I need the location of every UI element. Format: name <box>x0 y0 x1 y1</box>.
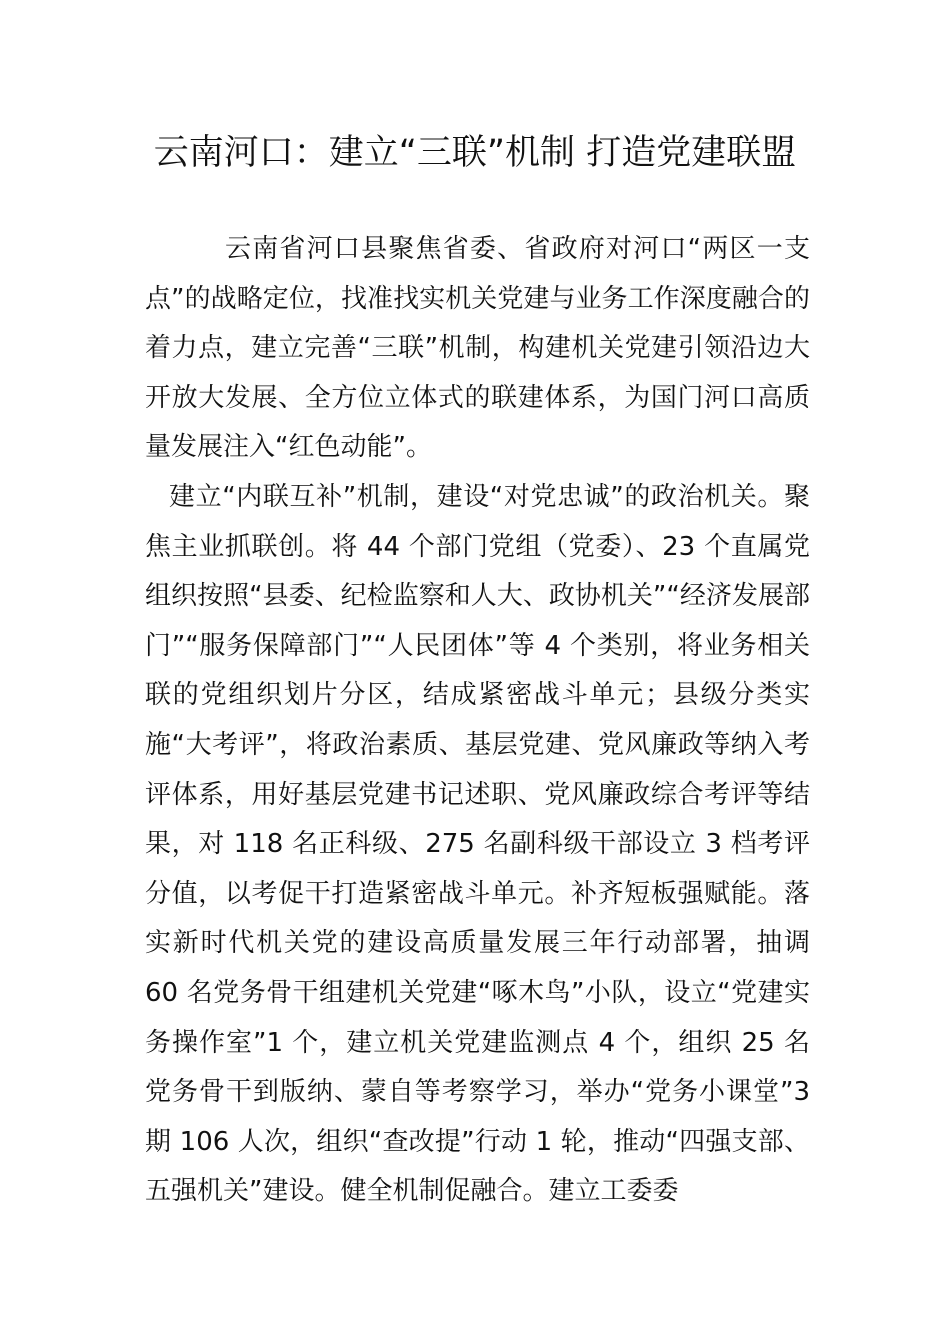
document-body <box>145 225 810 1217</box>
paragraph-inner-linkage: 建立“内联互补”机制，建设“对党忠诚”的政治机关。聚焦主业抓联创。将 44 个部门党组（党委）、23 个直属党组织按照“县委、纪检监察和人大、政协机关”“经济发展部门”“服务保障部门”“人民团体”等 4 个类别，将业务相关联的党组织划片分区，结成紧密战斗单元；县级分类实施“大考评”，将政治素质、基层党建、党风廉政等纳入考评体系，用好基层党建书记述职、党风廉政综合考评等结果，对 118 名正科级、275 名副科级干部设立 3 档考评分值，以考促干打造紧密战斗单元。补齐短板强赋能。落实新时代机关党的建设高质量发展三年行动部署，抽调 60 名党务骨干组建机关党建“啄木鸟”小队，设立“党建实务操作室”1 个，建立机关党建监测点 4 个，组织 25 名党务骨干到版纳、蒙自等考察学习，举办“党务小课堂”3 期 106 人次，组织“查改提”行动 1 轮，推动“四强支部、五强机关”建设。健全机制促融合。建立工委委 <box>145 481 810 1207</box>
paragraph-intro: 云南省河口县聚焦省委、省政府对河口“两区一支点”的战略定位，找准找实机关党建与业务工作深度融合的着力点，建立完善“三联”机制，构建机关党建引领沿边大开放大发展、全方位立体式的联建体系，为国门河口高质量发展注入“红色动能”。 <box>145 234 810 463</box>
document-title: 云南河口：建立“三联”机制 打造党建联盟 <box>153 133 797 173</box>
